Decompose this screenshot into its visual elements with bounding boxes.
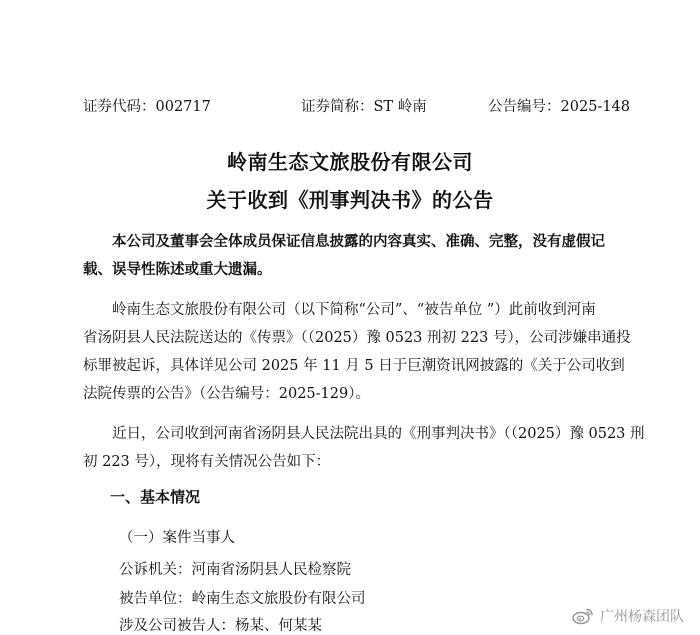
stock-abbreviation: 证券简称：ST 岭南 — [301, 99, 427, 115]
paragraph-line: 岭南生态文旅股份有限公司（以下简称“公司”、“被告单位 ”）此前收到河南 — [112, 302, 596, 318]
section-heading: 一、基本情况 — [110, 488, 201, 506]
announcement-title: 关于收到《刑事判决书》的公告 — [206, 188, 494, 212]
weibo-icon — [572, 607, 594, 625]
watermark-text: 广州杨森团队 — [600, 609, 684, 625]
sub-heading: （一）案件当事人 — [119, 530, 235, 546]
watermark — [572, 603, 684, 629]
notice-number: 公告编号：2025-148 — [488, 99, 630, 115]
paragraph-line: 近日，公司收到河南省汤阴县人民法院出具的《刑事判决书》（（2025）豫 0523 刑 — [112, 426, 645, 442]
statement-line: 载、误导性陈述或重大遗漏。 — [83, 262, 272, 278]
paragraph-line: 省汤阴县人民法院送达的《传票》（（2025）豫 0523 刑初 223 号），公司涉嫌串通投 — [83, 330, 631, 346]
stock-code: 证券代码：002717 — [83, 99, 211, 115]
body-paragraph-2 — [83, 420, 645, 476]
statement-line: 本公司及董事会全体成员保证信息披露的内容真实、准确、完整，没有虚假记 — [112, 234, 605, 250]
defendant-unit-row: 被告单位：岭南生态文旅股份有限公司 — [119, 591, 366, 607]
disclosure-statement — [83, 228, 630, 284]
paragraph-line: 初 223 号），现将有关情况公告如下： — [83, 454, 331, 470]
paragraph-line: 法院传票的公告》（公告编号：2025-129）。 — [83, 386, 370, 402]
paragraph-line: 标罪被起诉，具体详见公司 2025 年 11 月 5 日于巨潮资讯网披露的《关于公司收到 — [83, 358, 625, 374]
body-paragraph-1 — [83, 296, 630, 408]
company-title: 岭南生态文旅股份有限公司 — [227, 150, 473, 174]
defendants-row: 涉及公司被告人：杨某、何某某 — [119, 618, 322, 634]
header-row — [83, 95, 630, 117]
prosecution-row: 公诉机关：河南省汤阴县人民检察院 — [119, 562, 351, 578]
